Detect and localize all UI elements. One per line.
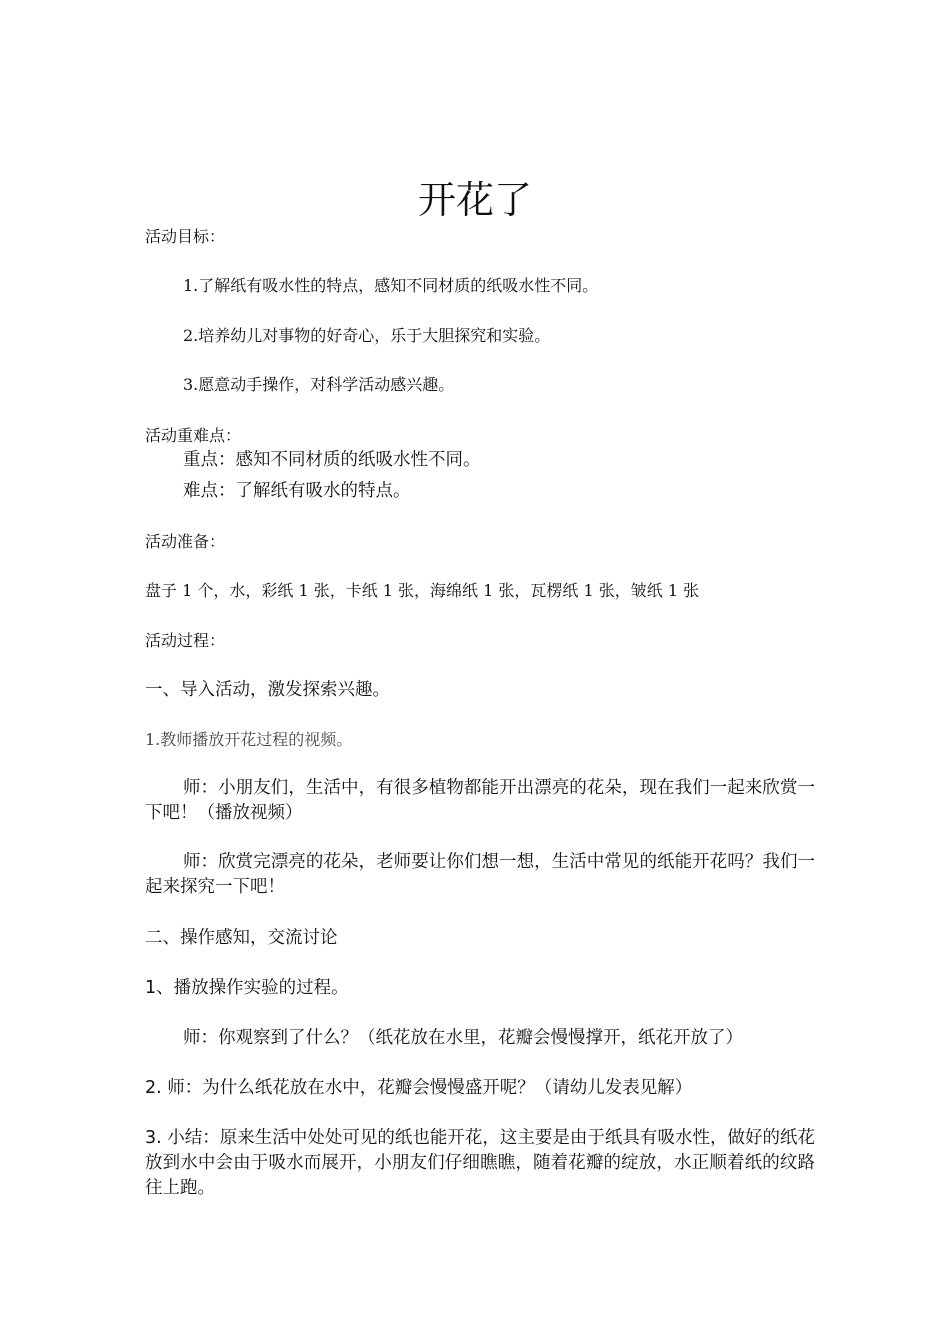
goal-item-3: 3.愿意动手操作，对科学活动感兴趣。 xyxy=(183,375,455,394)
document-title: 开花了 xyxy=(417,178,532,223)
section-1-paragraph-1: 师：小朋友们，生活中，有很多植物都能开出漂亮的花朵，现在我们一起来欣赏一下吧！（播放视频） xyxy=(145,778,815,823)
section-2-step-2: 2. 师：为什么纸花放在水中，花瓣会慢慢盛开呢？（请幼儿发表见解） xyxy=(145,1078,693,1098)
section-2-heading: 二、操作感知，交流讨论 xyxy=(145,928,338,948)
goal-item-1: 1.了解纸有吸水性的特点，感知不同材质的纸吸水性不同。 xyxy=(183,276,599,295)
section-2-paragraph-1: 师：你观察到了什么？（纸花放在水里，花瓣会慢慢撑开，纸花开放了） xyxy=(183,1028,743,1048)
key-points-heading: 活动重难点： xyxy=(145,426,242,445)
key-point: 重点：感知不同材质的纸吸水性不同。 xyxy=(183,450,481,470)
section-2-step-3: 3. 小结：原来生活中处处可见的纸也能开花，这主要是由于纸具有吸水性，做好的纸花放到水中会由于吸水而展开，小朋友们仔细瞧瞧，随着花瓣的绽放，水正顺着纸的纹路往上跑。 xyxy=(145,1128,815,1198)
prep-heading: 活动准备： xyxy=(145,532,226,551)
section-1-step-1: 1.教师播放开花过程的视频。 xyxy=(145,730,353,749)
goal-item-2: 2.培养幼儿对事物的好奇心，乐于大胆探究和实验。 xyxy=(183,326,551,345)
section-2-step-1: 1、播放操作实验的过程。 xyxy=(145,978,349,998)
goals-heading: 活动目标： xyxy=(145,227,226,246)
difficult-point: 难点：了解纸有吸水的特点。 xyxy=(183,481,411,501)
process-heading: 活动过程： xyxy=(145,631,226,650)
prep-items: 盘子 1 个，水，彩纸 1 张，卡纸 1 张，海绵纸 1 张，瓦楞纸 1 张，皱纸 1 张 xyxy=(145,581,700,600)
section-1-heading: 一、导入活动，激发探索兴趣。 xyxy=(145,680,390,700)
section-1-paragraph-2: 师：欣赏完漂亮的花朵，老师要让你们想一想，生活中常见的纸能开花吗？我们一起来探究一下吧！ xyxy=(145,852,815,897)
